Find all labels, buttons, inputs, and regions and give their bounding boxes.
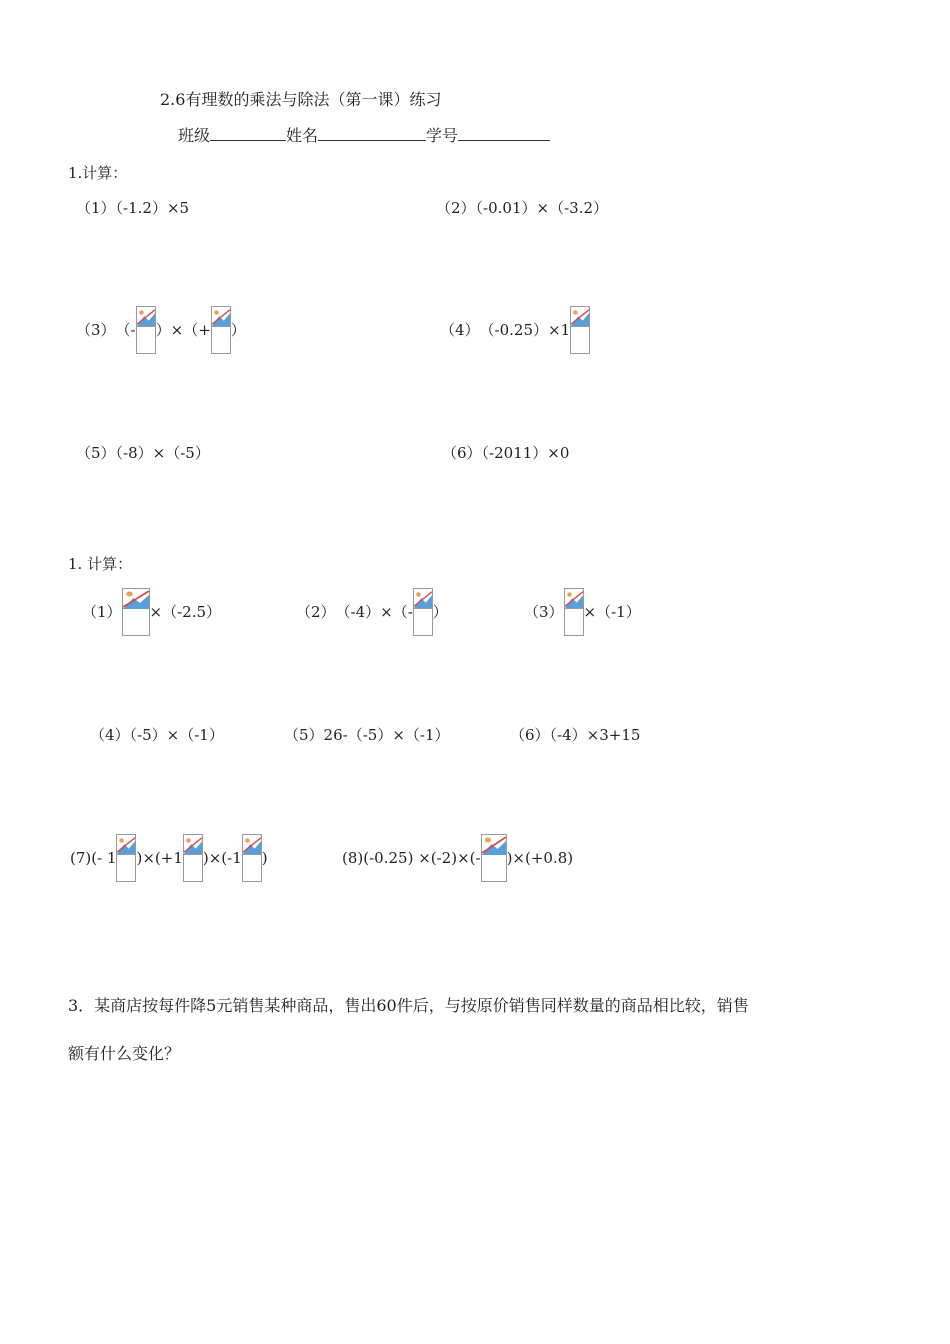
problem-label: （2） xyxy=(296,603,336,621)
broken-image-icon xyxy=(242,834,262,882)
problem-1-1 xyxy=(76,198,189,218)
problem-label: （5） xyxy=(284,726,324,744)
student-info-line xyxy=(178,126,550,146)
broken-image-icon xyxy=(564,588,584,636)
problem-2-6 xyxy=(510,725,640,745)
class-label: 班级 xyxy=(178,126,211,145)
broken-image-icon xyxy=(183,834,203,882)
broken-image-icon xyxy=(481,834,507,882)
problem-expr: （-1.2）×5 xyxy=(115,199,190,217)
problem-expr: ） xyxy=(230,321,246,339)
problem-expr: （-5）×（-1） xyxy=(129,726,224,744)
problem-2-1 xyxy=(82,587,221,637)
word-problem-line1: 3．某商店按每件降5元销售某种商品，售出60件后，与按原价销售同样数量的商品相比较，销售 xyxy=(68,996,749,1015)
class-blank xyxy=(210,126,286,141)
problem-2-4 xyxy=(90,725,224,745)
word-problem-line2: 额有什么变化？ xyxy=(68,1044,181,1063)
problem-expr: （-2011）×0 xyxy=(481,444,570,462)
section1-heading: 1.计算： xyxy=(68,164,128,182)
broken-image-icon xyxy=(136,306,156,354)
problem-expr: )×(+1 xyxy=(136,849,183,867)
broken-image-icon xyxy=(570,306,590,354)
problem-label: （4） xyxy=(90,726,130,744)
problem-expr: 26-（-5）×（-1） xyxy=(323,726,450,744)
problem-expr: （- xyxy=(115,321,136,339)
problem-expr: （-8）×（-5） xyxy=(115,444,210,462)
problem-label: （4） xyxy=(440,321,480,339)
name-blank xyxy=(318,126,426,141)
problem-label: (8) xyxy=(342,849,364,867)
problem-label: （3） xyxy=(524,603,564,621)
problem-label: （5） xyxy=(76,444,116,462)
page-title: 2.6有理数的乘法与除法（第一课）练习 xyxy=(160,90,442,109)
broken-image-icon xyxy=(122,588,150,636)
problem-expr: )×(+0.8) xyxy=(506,849,574,867)
problem-expr: （-4）×3+15 xyxy=(549,726,641,744)
problem-expr: ×（-2.5） xyxy=(149,603,222,621)
problem-label: （3） xyxy=(76,321,116,339)
problem-expr: ) xyxy=(261,849,268,867)
problem-2-2 xyxy=(296,587,448,637)
problem-expr: (-0.25) ×(-2)×(- xyxy=(363,849,481,867)
problem-expr: （-0.25）×1 xyxy=(479,321,571,339)
problem-1-3 xyxy=(76,305,246,355)
problem-2-5 xyxy=(284,725,450,745)
number-label: 学号 xyxy=(426,126,459,145)
problem-expr: （-4）×（- xyxy=(335,603,413,621)
problem-expr: ×（-1） xyxy=(583,603,641,621)
problem-2-7 xyxy=(70,833,268,883)
problem-expr: （-0.01）×（-3.2） xyxy=(475,199,609,217)
section2-heading: 1. 计算： xyxy=(68,555,133,573)
problem-expr: ）×（+ xyxy=(155,321,211,339)
problem-label: （2） xyxy=(436,199,476,217)
problem-label: （6） xyxy=(510,726,550,744)
problem-label: (7) xyxy=(70,849,92,867)
problem-1-5 xyxy=(76,443,210,463)
number-blank xyxy=(458,126,550,141)
problem-expr: ） xyxy=(432,603,448,621)
problem-expr: )×(-1 xyxy=(202,849,242,867)
problem-1-2 xyxy=(436,198,608,218)
broken-image-icon xyxy=(116,834,136,882)
broken-image-icon xyxy=(211,306,231,354)
broken-image-icon xyxy=(413,588,433,636)
problem-1-4 xyxy=(440,305,590,355)
name-label: 姓名 xyxy=(286,126,319,145)
problem-2-3 xyxy=(524,587,641,637)
problem-label: （1） xyxy=(82,603,122,621)
problem-1-6 xyxy=(442,443,569,463)
problem-label: （6） xyxy=(442,444,482,462)
problem-expr: (- 1 xyxy=(91,849,117,867)
problem-label: （1） xyxy=(76,199,116,217)
problem-2-8 xyxy=(342,833,573,883)
